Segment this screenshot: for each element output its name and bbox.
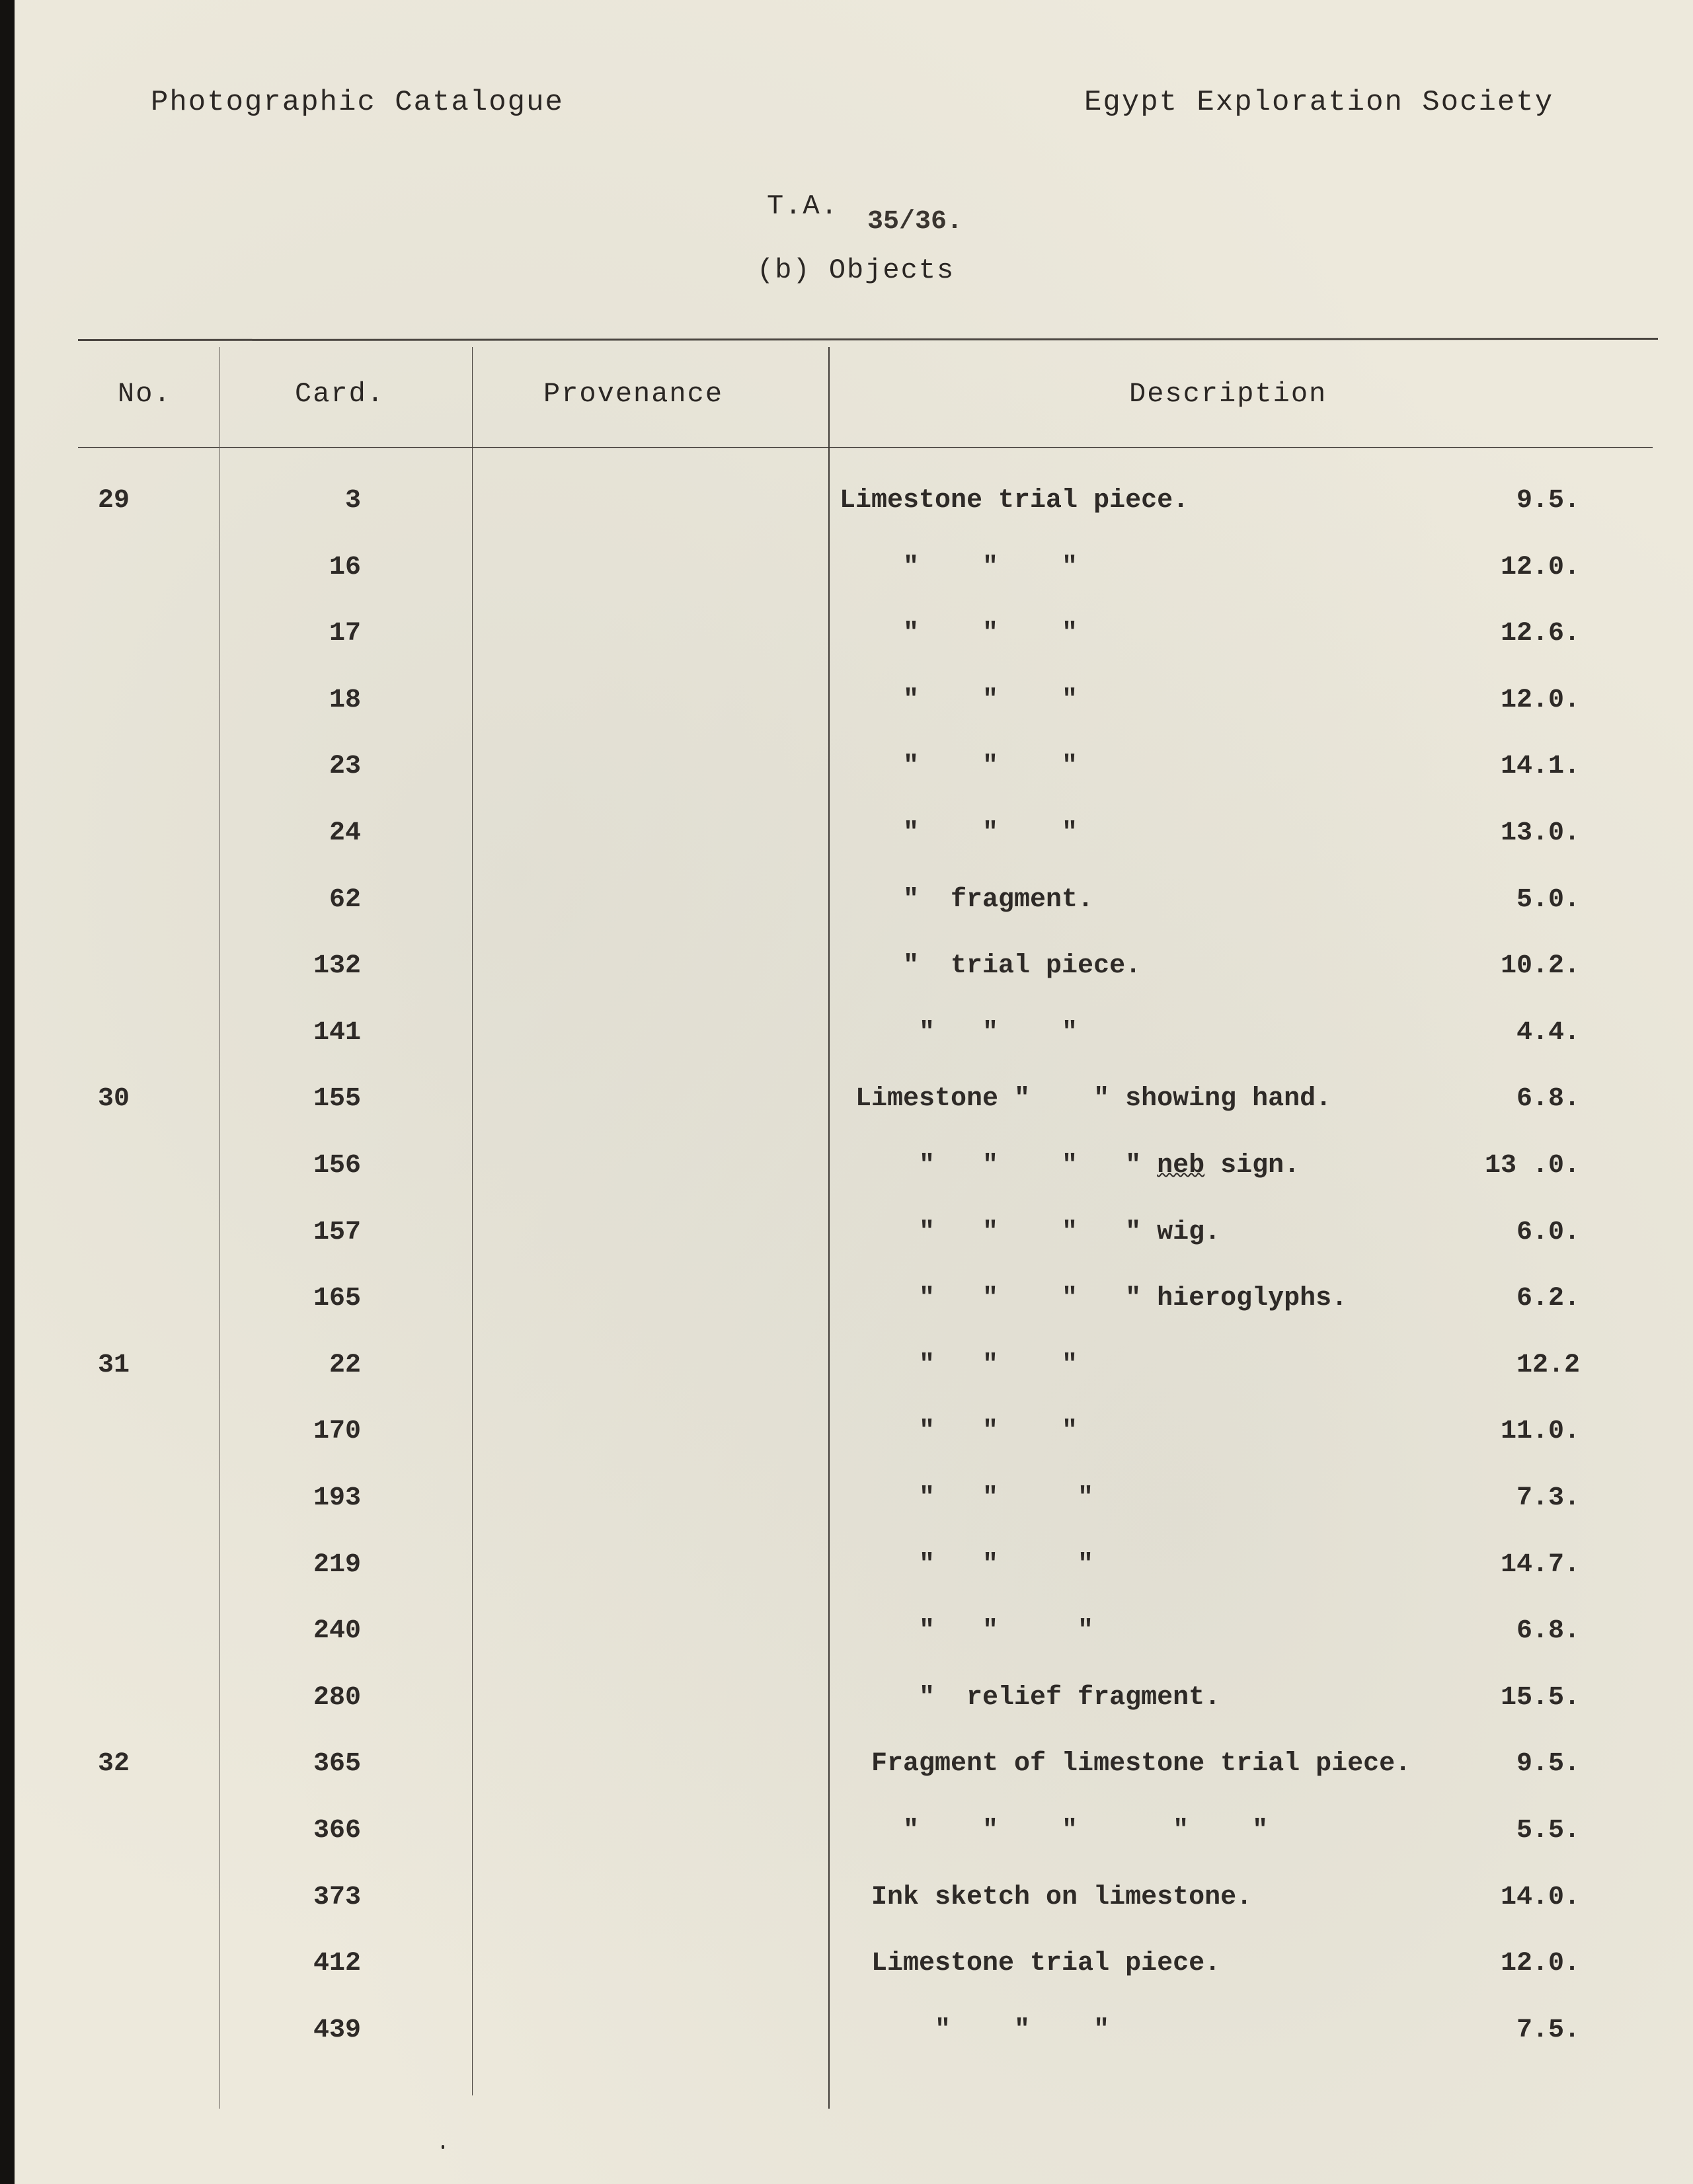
size-value: 14.1.	[1500, 752, 1580, 781]
card-number: 439	[313, 2015, 361, 2045]
column-header-card: Card.	[295, 378, 385, 410]
size-value: 6.0.	[1516, 1218, 1580, 1247]
ink-speck	[442, 2145, 444, 2149]
table-row	[0, 1417, 1693, 1456]
card-number: 193	[313, 1483, 361, 1513]
card-number: 366	[313, 1816, 361, 1846]
size-value: 6.8.	[1516, 1616, 1580, 1646]
description: " " "	[840, 818, 1078, 848]
size-value: 12.0.	[1500, 685, 1580, 715]
site-code: T.A.	[767, 190, 839, 222]
card-number: 62	[329, 885, 361, 915]
size-value: 10.2.	[1500, 951, 1580, 981]
description: " " " " wig.	[840, 1218, 1221, 1247]
table-row	[0, 818, 1693, 858]
row-number: 30	[98, 1084, 130, 1114]
description: " " " " "	[840, 1816, 1269, 1846]
description: Limestone trial piece.	[840, 1949, 1221, 1978]
size-value: 9.5.	[1516, 1749, 1580, 1779]
card-number: 22	[329, 1350, 361, 1380]
table-row	[0, 1483, 1693, 1523]
table-row	[0, 1616, 1693, 1656]
size-value: 5.0.	[1516, 885, 1580, 915]
card-number: 365	[313, 1749, 361, 1779]
table-row	[0, 1883, 1693, 1922]
description: Limestone trial piece.	[840, 486, 1189, 516]
table-row	[0, 619, 1693, 658]
description: " " "	[840, 752, 1078, 781]
description: " " "	[840, 1417, 1078, 1446]
size-value: 11.0.	[1500, 1417, 1580, 1446]
card-number: 17	[329, 619, 361, 648]
row-number: 32	[98, 1749, 130, 1779]
description: " " "	[840, 1616, 1094, 1646]
table-row	[0, 553, 1693, 592]
column-header-description: Description	[1129, 378, 1327, 410]
card-number: 157	[313, 1218, 361, 1247]
description: Limestone " " showing hand.	[840, 1084, 1332, 1114]
size-value: 9.5.	[1516, 486, 1580, 516]
row-number: 29	[98, 486, 130, 516]
description: " " "	[840, 1483, 1094, 1513]
card-number: 165	[313, 1284, 361, 1313]
column-header-provenance: Provenance	[543, 378, 724, 410]
card-number: 156	[313, 1151, 361, 1181]
description: " " "	[840, 553, 1078, 582]
size-value: 13 .0.	[1484, 1151, 1580, 1181]
society-name: Egypt Exploration Society	[1084, 86, 1554, 119]
size-value: 7.5.	[1516, 2015, 1580, 2045]
table-row	[0, 685, 1693, 725]
table-row	[0, 2015, 1693, 2055]
table-row	[0, 752, 1693, 791]
table-row	[0, 1816, 1693, 1855]
card-number: 155	[313, 1084, 361, 1114]
description: " " "	[840, 1018, 1078, 1048]
size-value: 12.2	[1516, 1350, 1580, 1380]
card-number: 219	[313, 1550, 361, 1580]
table-row	[0, 885, 1693, 925]
description: Ink sketch on limestone.	[840, 1883, 1253, 1912]
size-value: 14.0.	[1500, 1883, 1580, 1912]
size-value: 15.5.	[1500, 1683, 1580, 1713]
size-value: 6.8.	[1516, 1084, 1580, 1114]
row-number: 31	[98, 1350, 130, 1380]
size-value: 14.7.	[1500, 1550, 1580, 1580]
description: " " "	[840, 619, 1078, 648]
table-row	[0, 486, 1693, 526]
card-number: 373	[313, 1883, 361, 1912]
description: " " " " neb sign.	[840, 1151, 1300, 1181]
description: " relief fragment.	[840, 1683, 1221, 1713]
description: Fragment of limestone trial piece.	[840, 1749, 1411, 1779]
card-number: 170	[313, 1417, 361, 1446]
description: " " "	[840, 1350, 1078, 1380]
table-row	[0, 1084, 1693, 1124]
size-value: 4.4.	[1516, 1018, 1580, 1048]
card-number: 16	[329, 553, 361, 582]
description: " fragment.	[840, 885, 1094, 915]
description: " trial piece.	[840, 951, 1142, 981]
table-row	[0, 1949, 1693, 1988]
size-value: 12.0.	[1500, 553, 1580, 582]
card-number: 24	[329, 818, 361, 848]
size-value: 7.3.	[1516, 1483, 1580, 1513]
card-number: 412	[313, 1949, 361, 1978]
description: " " "	[840, 2015, 1110, 2045]
season-label: 35/36.	[867, 207, 963, 237]
table-row	[0, 1350, 1693, 1390]
table-row	[0, 951, 1693, 991]
card-number: 132	[313, 951, 361, 981]
table-row	[0, 1151, 1693, 1190]
table-header-rule	[78, 447, 1653, 448]
card-number: 23	[329, 752, 361, 781]
card-number: 141	[313, 1018, 361, 1048]
description: " " " " hieroglyphs.	[840, 1284, 1348, 1313]
size-value: 12.6.	[1500, 619, 1580, 648]
column-header-no: No.	[118, 378, 172, 410]
section-title: (b) Objects	[757, 254, 955, 286]
card-number: 3	[344, 486, 361, 516]
table-row	[0, 1550, 1693, 1590]
table-row	[0, 1218, 1693, 1257]
table-row	[0, 1018, 1693, 1058]
size-value: 6.2.	[1516, 1284, 1580, 1313]
table-row	[0, 1749, 1693, 1789]
size-value: 12.0.	[1500, 1949, 1580, 1978]
card-number: 18	[329, 685, 361, 715]
description: " " "	[840, 1550, 1094, 1580]
size-value: 5.5.	[1516, 1816, 1580, 1846]
catalogue-title: Photographic Catalogue	[151, 86, 564, 119]
card-number: 280	[313, 1683, 361, 1713]
table-row	[0, 1284, 1693, 1323]
size-value: 13.0.	[1500, 818, 1580, 848]
description: " " "	[840, 685, 1078, 715]
card-number: 240	[313, 1616, 361, 1646]
underlined-term: neb	[1157, 1151, 1205, 1181]
table-row	[0, 1683, 1693, 1723]
